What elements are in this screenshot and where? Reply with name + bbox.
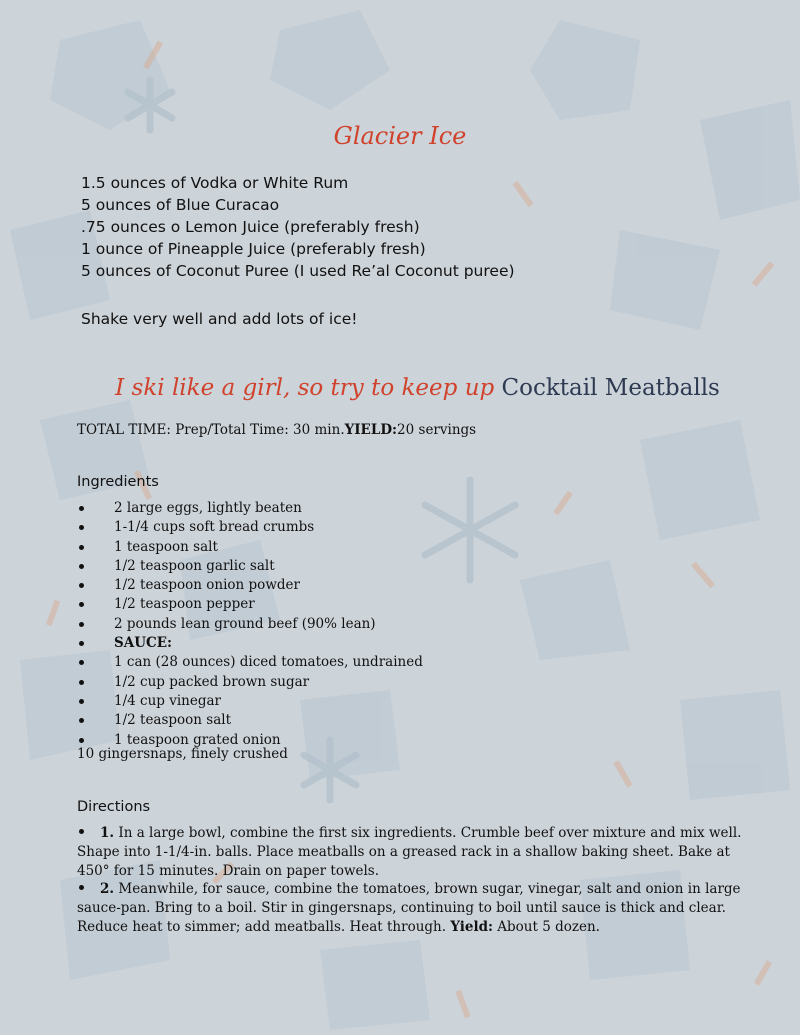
ingredient-text: 1/2 teaspoon pepper: [114, 596, 255, 613]
list-item: [77, 595, 717, 614]
bullet-icon: [79, 885, 84, 890]
yield-value: 20 servings: [397, 422, 477, 438]
bullet-icon: [79, 602, 84, 607]
list-item: [77, 634, 717, 653]
bullet-icon: [79, 545, 84, 550]
bullet-icon: [79, 829, 84, 834]
cocktail-ingredient-list: [81, 172, 741, 282]
list-item: [77, 653, 717, 672]
ingredient-text: 1 teaspoon salt: [114, 538, 218, 555]
step-text: In a large bowl, combine the first six ingredients. Crumble beef over mixture and mix well. Shape into 1-1/4-in. balls. Place meatballs on a greased rack in a shallow baking sheet. Bake at 450° for 15 minutes. Drain on paper towels.: [77, 825, 742, 879]
ingredient-text: 2 pounds lean ground beef (90% lean): [114, 615, 376, 632]
bullet-icon: [79, 583, 84, 588]
step-text: Meanwhile, for sauce, combine the tomatoes, brown sugar, vinegar, salt and onion in large sauce-pan. Bring to a boil. Stir in gingersnaps, continuing to boil until sauce is thick and clear. Reduce heat to simmer; add meatballs. Heat through.: [77, 881, 741, 935]
step-number: 2.: [100, 881, 115, 898]
ingredient-tail: 10 gingersnaps, finely crushed: [77, 746, 288, 762]
bullet-icon: [79, 680, 84, 685]
cocktail-ingredient: 1.5 ounces of Vodka or White Rum: [81, 174, 349, 192]
meatballs-title-italic: I ski like a girl, so try to keep up: [115, 375, 495, 401]
cocktail-ingredient: 5 ounces of Blue Curacao: [81, 196, 280, 214]
list-item: [77, 499, 717, 518]
ingredient-text: 1/2 teaspoon garlic salt: [114, 557, 275, 574]
meatballs-title: [0, 375, 800, 401]
step-yield-value: About 5 dozen.: [493, 918, 600, 935]
ingredient-text: 1 can (28 ounces) diced tomatoes, undrained: [114, 654, 423, 671]
directions-list: [77, 824, 757, 937]
ingredient-text: 1/2 teaspoon onion powder: [114, 577, 300, 594]
step-yield-label: Yield:: [450, 918, 493, 935]
list-item: [77, 673, 717, 692]
meatballs-title-plain: Cocktail Meatballs: [494, 375, 720, 401]
sauce-subheading: SAUCE:: [114, 635, 173, 652]
bullet-icon: [79, 699, 84, 704]
list-item: [77, 615, 717, 634]
ingredient-text: 1-1/4 cups soft bread crumbs: [114, 519, 315, 536]
list-item: [77, 538, 717, 557]
bullet-icon: [79, 564, 84, 569]
cocktail-title: Glacier Ice: [333, 122, 467, 150]
bullet-icon: [79, 660, 84, 665]
cocktail-ingredient: .75 ounces o Lemon Juice (preferably fresh): [81, 218, 420, 236]
ingredient-text: 2 large eggs, lightly beaten: [114, 500, 302, 516]
list-item: [77, 711, 717, 730]
bullet-icon: [79, 622, 84, 627]
ingredient-list: [77, 499, 717, 750]
list-item: [77, 557, 717, 576]
list-item: [77, 576, 717, 595]
bullet-icon: [79, 738, 84, 743]
ingredient-text: 1/2 cup packed brown sugar: [114, 673, 310, 690]
bullet-icon: [79, 525, 84, 530]
cocktail-ingredient: 5 ounces of Coconut Puree (I used Re’al Coconut puree): [81, 262, 515, 280]
ingredient-text: 1/4 cup vinegar: [114, 692, 221, 709]
ingredients-heading: Ingredients: [77, 474, 159, 490]
recipe-meta: [77, 422, 476, 438]
ingredient-text: 1 teaspoon grated onion: [114, 731, 281, 748]
cocktail-instruction: Shake very well and add lots of ice!: [81, 310, 358, 328]
bullet-icon: [79, 718, 84, 723]
list-item: [77, 518, 717, 537]
step-number: 1.: [100, 825, 115, 841]
total-time: TOTAL TIME: Prep/Total Time: 30 min.: [77, 422, 345, 438]
list-item: [77, 692, 717, 711]
bullet-icon: [79, 506, 84, 511]
yield-label: YIELD:: [344, 422, 398, 438]
ingredient-text: 1/2 teaspoon salt: [114, 712, 232, 729]
directions-heading: Directions: [77, 799, 151, 815]
cocktail-ingredient: 1 ounce of Pineapple Juice (preferably fresh): [81, 240, 426, 258]
direction-step-2: [77, 880, 757, 936]
bullet-icon: [79, 641, 84, 646]
direction-step-1: [77, 824, 757, 880]
